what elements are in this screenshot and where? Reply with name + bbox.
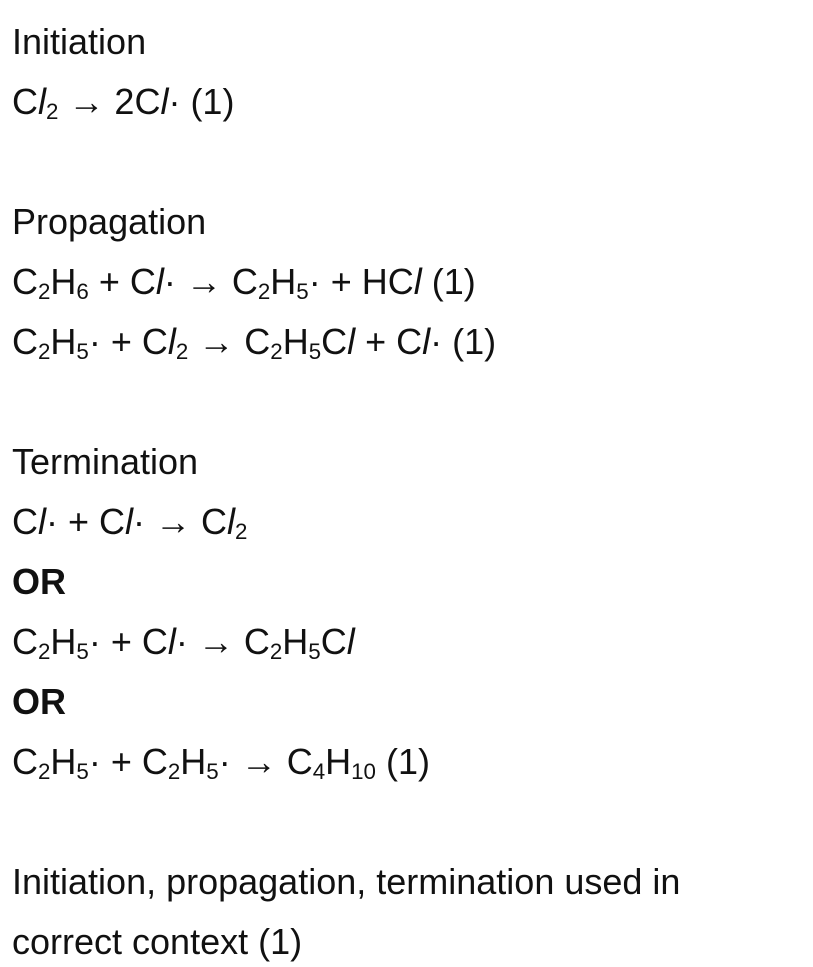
context-mark-line-1: Initiation, propagation, termination used in (12, 861, 681, 902)
termination-equation-2: $C_2H_5\cdot + Cl\cdot \to C_2H_5Cl$ (12, 621, 355, 664)
initiation-heading: Initiation (12, 21, 147, 62)
termination-heading: Termination (12, 441, 199, 482)
initiation-equation: $Cl_2 \to 2Cl\cdot (1)$ (12, 81, 235, 124)
propagation-equation-2: $C_2H_5\cdot + Cl_2 \to C_2H_5Cl + Cl\cdot (1)$ (12, 321, 497, 364)
propagation-equation-1: $C_2H_6 + Cl\cdot \to C_2H_5\cdot$ + HCl (1) (12, 261, 476, 304)
termination-equation-1: $Cl\cdot + Cl\cdot \to Cl_2$ (12, 501, 248, 544)
termination-equation-3: $C_2H_5\cdot + C_2H_5\cdot \to C_4H_{10}$ (1) (12, 741, 430, 784)
propagation-heading: Propagation (12, 201, 207, 242)
or-separator-2: OR (12, 681, 66, 722)
or-separator-1: OR (12, 561, 66, 602)
context-mark-line-2: correct context (1) (12, 921, 303, 962)
